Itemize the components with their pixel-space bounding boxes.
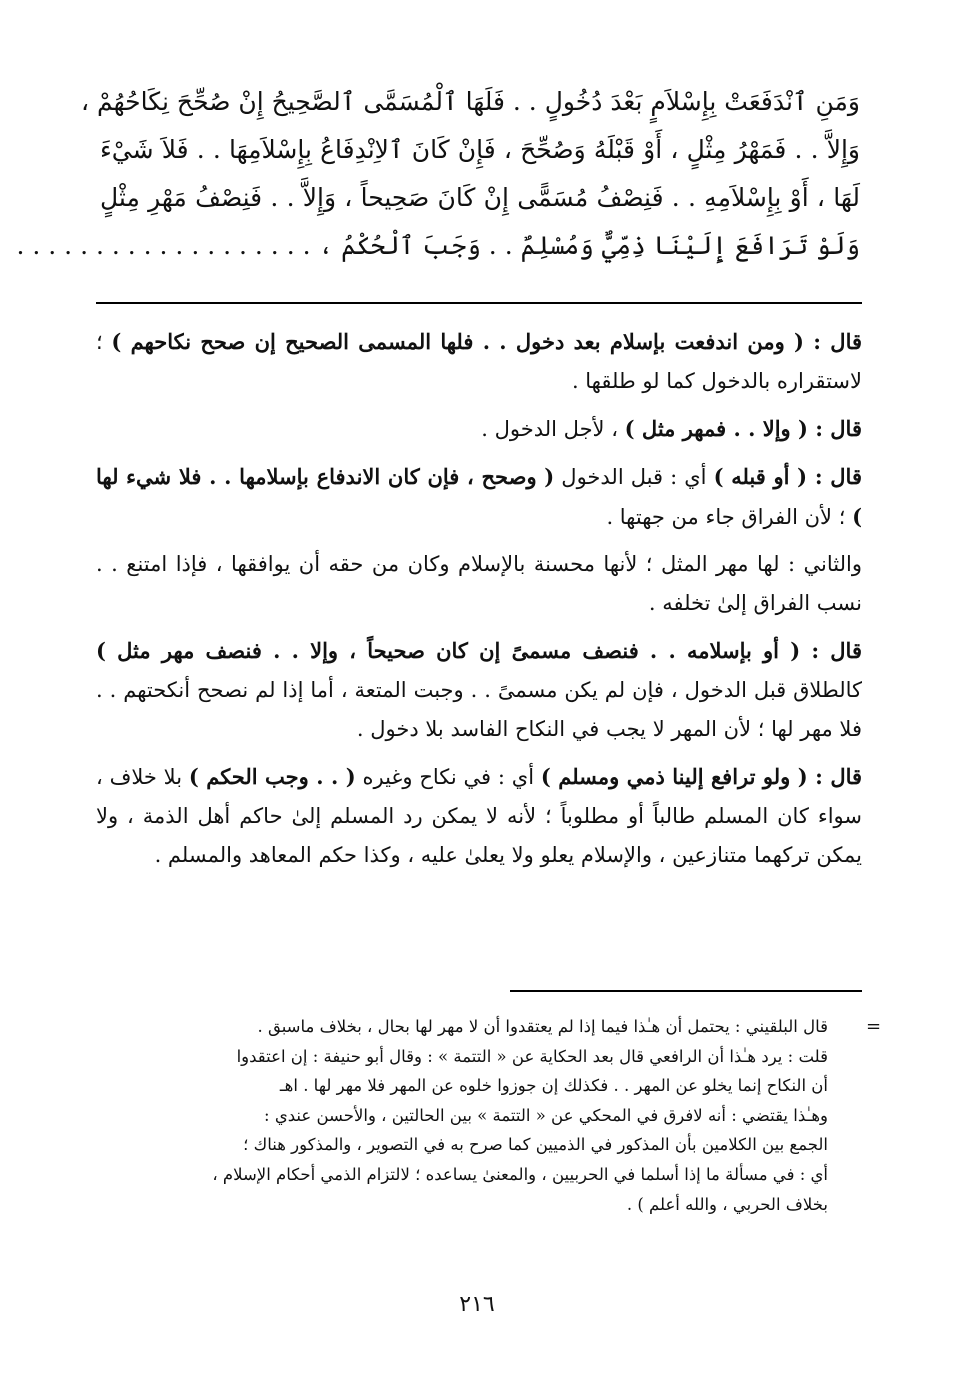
matn-separator-rule — [96, 302, 862, 304]
matn-line: وَمَنِ ٱنْدَفَعَتْ بِإِسْلاَمٍ بَعْدَ دُخُولٍ . . فَلَهَا ٱلْمُسَمَّى ٱلصَّحِيحُ إِنْ صُحِّحَ نِكَاحُهُمْ ، — [80, 87, 860, 116]
commentary-text: ؛ لاستقراره بالدخول كما لو طلقها . — [96, 330, 862, 393]
footnote-block — [96, 1012, 828, 1219]
quoted-matn: قال : ( أو بإسلامه . . فنصف مسمىً إن كان صحيحاً ، وإلا . . فنصف مهر مثل ) — [96, 638, 862, 663]
commentary-text: والثاني : لها مهر المثل ؛ لأنها محسنة بالإسلام وكان من حقه أن يوافقها ، فإذا امتنع . . نسب الفراق إلىٰ تخلفه . — [96, 552, 862, 615]
footnote-line: الجمع بين الكلامين بأن المذكور في الذميين كما صرح به في التصوير ، والمذكور هناك ؛ — [243, 1135, 828, 1155]
commentary-paragraph — [96, 757, 862, 875]
footnote-line: أن النكاح إنما يخلو عن المهر . . فكذلك إن جوزوا خلوه عن المهر فلا مهر لها . اهـ — [279, 1076, 828, 1096]
commentary-paragraph — [96, 457, 862, 537]
commentary-text: بلا خلاف ، سواء كان المسلم طالباً أو مطلوباً ؛ لأنه لا يمكن رد المسلم إلىٰ حاكم أهل الذمة ، ولا يمكن تركهما متنازعين ، والإسلام يعلو ولا يعلىٰ عليه ، وكذا حكم المعاهد والمسلم . — [96, 765, 862, 867]
quoted-matn: قال : ( ومن اندفعت بإسلام بعد دخول . . فلها المسمى الصحيح إن صحح نكاحهم ) — [111, 329, 863, 354]
commentary-paragraph — [96, 545, 862, 623]
commentary-paragraph — [96, 322, 862, 401]
page-number: ٢١٦ — [459, 1292, 495, 1317]
commentary-paragraph — [96, 409, 862, 449]
quoted-matn: قال : ( وإلا . . فمهر مثل ) — [624, 416, 862, 441]
footnote-line: بخلاف الحربي ، والله أعلم ) . — [626, 1194, 828, 1214]
matn-line: وَلَوْ تَرَافَعَ إِلَيْنَا ذِمِّيٌّ وَمُسْلِمٌ . . وَجَبَ ٱلْحُكْمُ ، . . . . . . . . . . . . . . . . . . . — [16, 231, 860, 260]
quoted-matn: ( . . وجب الحكم ) — [188, 764, 356, 789]
footnote-continuation-marker: = — [866, 1016, 882, 1037]
commentary-text: ، لأجل الدخول . — [481, 417, 625, 441]
quoted-matn: ( وصحح ، فإن كان الاندفاع بإسلامها . . فلا شيء لها ) — [96, 464, 862, 529]
commentary-block — [96, 322, 862, 883]
commentary-text: أي : في نكاح وغيره — [355, 765, 541, 789]
matn-line: وَإِلاَّ . . فَمَهْرُ مِثْلٍ ، أَوْ قَبْلَهُ وَصُحِّحَ ، فَإِنْ كَانَ ٱلاِنْدِفَاعُ بِإِسْلاَمِهَا . . فَلاَ شَيْءَ — [100, 135, 860, 164]
quoted-matn: قال : ( ولو ترافع إلينا ذمي ومسلم ) — [540, 764, 863, 789]
commentary-text: ؛ لأن الفراق جاء من جهتها . — [606, 505, 853, 529]
matn-text-block — [16, 78, 860, 270]
commentary-text: أي : قبل الدخول — [554, 465, 714, 489]
commentary-paragraph — [96, 631, 862, 749]
commentary-text: كالطلاق قبل الدخول ، فإن لم يكن مسمىً . . وجبت المتعة ، أما إذا لم نصحح أنكحتهم . . فلا مهر لها ؛ لأن المهر لا يجب في النكاح الفاسد بلا دخول . — [96, 678, 862, 741]
footnote-line: أي : في مسألة ما إذا أسلما في الحربيين ، والمعنىٰ يساعده ؛ لالتزام الذمي أحكام الإسلام ، — [212, 1164, 828, 1184]
quoted-matn: قال : ( أو قبله ) — [713, 464, 862, 489]
footnote-separator-rule — [510, 990, 862, 992]
footnote-line: قال البلقيني : يحتمل أن هـٰذا فيما إذا لم يعتقدوا أن لا مهر لها بحال ، بخلاف ماسبق . — [257, 1017, 828, 1036]
footnote-line: وهـٰذا يقتضي : أنه لافرق في المحكي عن « التتمة » بين الحالتين ، والأحسن عندي : — [264, 1105, 828, 1125]
footnote-line: قلت : يرد هـٰذا أن الرافعي قال بعد الحكاية عن « التتمة » : وقال أبو حنيفة : إن اعتقدوا — [236, 1046, 828, 1066]
matn-line: لَهَا ، أَوْ بِإِسْلاَمِهِ . . فَنِصْفُ مُسَمًّى إِنْ كَانَ صَحِيحاً ، وَإِلاَّ . . فَنِصْفُ مَهْرِ مِثْلٍ — [100, 183, 860, 212]
